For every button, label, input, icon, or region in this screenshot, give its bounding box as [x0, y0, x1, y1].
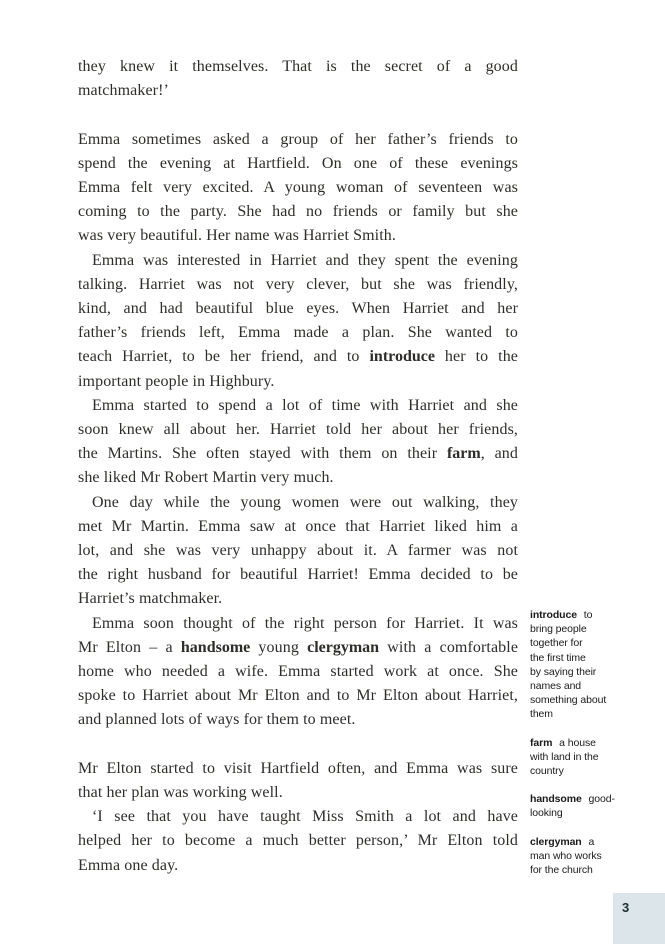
text-line: teach Harriet, to be her friend, and to introduce her to the: [78, 348, 519, 366]
paragraph: [78, 55, 518, 103]
text-line: Emma felt very excited. A young woman of seventeen was: [78, 179, 518, 196]
glossary-line: looking: [530, 807, 563, 820]
text-line: helped her to become a much better person,’ Mr Elton told: [78, 832, 518, 850]
text-line: Harriet’s matchmaker.: [78, 590, 223, 608]
paragraph: [78, 612, 518, 733]
text-line: father’s friends left, Emma made a plan. She wanted to: [78, 324, 518, 342]
glossary-sidebar: [530, 608, 616, 891]
text-line: coming to the party. She had no friends or family but she: [78, 203, 518, 221]
glossary-line: clergyman a: [530, 835, 595, 848]
paragraph: [78, 757, 518, 805]
text-line: matchmaker!’: [78, 82, 169, 100]
page-number: 3: [622, 900, 630, 915]
text-line: spend the evening at Hartfield. On one of these evenings: [78, 154, 518, 172]
text-line: the right husband for beautiful Harriet! Emma decided to be: [78, 566, 518, 584]
paragraph: [78, 128, 518, 249]
text-line: she liked Mr Robert Martin very much.: [78, 469, 334, 487]
text-line: spoke to Harriet about Mr Elton and to Mr Elton about Harriet,: [78, 687, 518, 705]
glossary-entry-clergyman: [530, 835, 616, 878]
text-line: soon knew all about her. Harriet told her about her friends,: [78, 421, 518, 439]
text-line: met Mr Martin. Emma saw at once that Harriet liked him a: [78, 517, 518, 535]
glossary-line: introduce to: [530, 609, 593, 621]
glossary-line: the first time: [530, 651, 586, 664]
glossary-entry-handsome: [530, 792, 616, 820]
paragraph: [78, 249, 518, 394]
paragraph: [78, 805, 518, 878]
text-line: they knew it themselves. That is the secret of a good: [78, 58, 518, 75]
text-line: Mr Elton – a handsome young clergyman with a comfortable: [78, 638, 519, 656]
text-line: was very beautiful. Her name was Harriet Smith.: [78, 227, 396, 245]
text-line: Emma soon thought of the right person for Harriet. It was: [92, 614, 518, 632]
story-text-column: [78, 55, 518, 878]
text-line: Mr Elton started to visit Hartfield often, and Emma was sure: [78, 759, 518, 777]
glossary-line: together for: [530, 637, 583, 650]
glossary-line: names and: [530, 680, 582, 693]
glossary-line: bring people: [530, 623, 587, 636]
glossary-line: for the church: [530, 864, 593, 877]
text-line: talking. Harriet was not very clever, but she was friendly,: [78, 275, 518, 293]
text-line: Emma started to spend a lot of time with Harriet and she: [92, 396, 518, 414]
page-number-box: [613, 893, 665, 944]
glossary-line: country: [530, 765, 564, 778]
text-line: Emma one day.: [78, 856, 179, 874]
glossary-line: something about: [530, 694, 607, 707]
glossary-line: man who works: [530, 849, 602, 862]
text-line: the Martins. She often stayed with them on their farm, and: [78, 445, 518, 463]
text-line: and planned lots of ways for them to meet.: [78, 711, 356, 729]
text-line: One day while the young women were out walking, they: [92, 493, 518, 511]
glossary-line: handsome good-: [530, 793, 615, 806]
text-line: Emma was interested in Harriet and they spent the evening: [92, 251, 518, 269]
text-line: Emma sometimes asked a group of her father’s friends to: [78, 130, 518, 148]
text-line: home who needed a wife. Emma started work at once. She: [78, 663, 518, 681]
paragraph: [78, 491, 518, 612]
text-line: lot, and she was very unhappy about it. A farmer was not: [78, 542, 518, 560]
glossary-entry-introduce: [530, 608, 616, 722]
glossary-line: with land in the: [530, 750, 599, 763]
text-line: ‘I see that you have taught Miss Smith a lot and have: [92, 808, 518, 826]
glossary-line: farm a house: [530, 736, 596, 749]
glossary-entry-farm: [530, 736, 616, 779]
paragraph: [78, 394, 518, 491]
text-line: important people in Highbury.: [78, 372, 275, 390]
glossary-line: them: [530, 708, 553, 721]
glossary-line: by saying their: [530, 665, 597, 678]
text-line: kind, and had beautiful blue eyes. When Harriet and her: [78, 300, 518, 318]
text-line: that her plan was working well.: [78, 784, 283, 802]
